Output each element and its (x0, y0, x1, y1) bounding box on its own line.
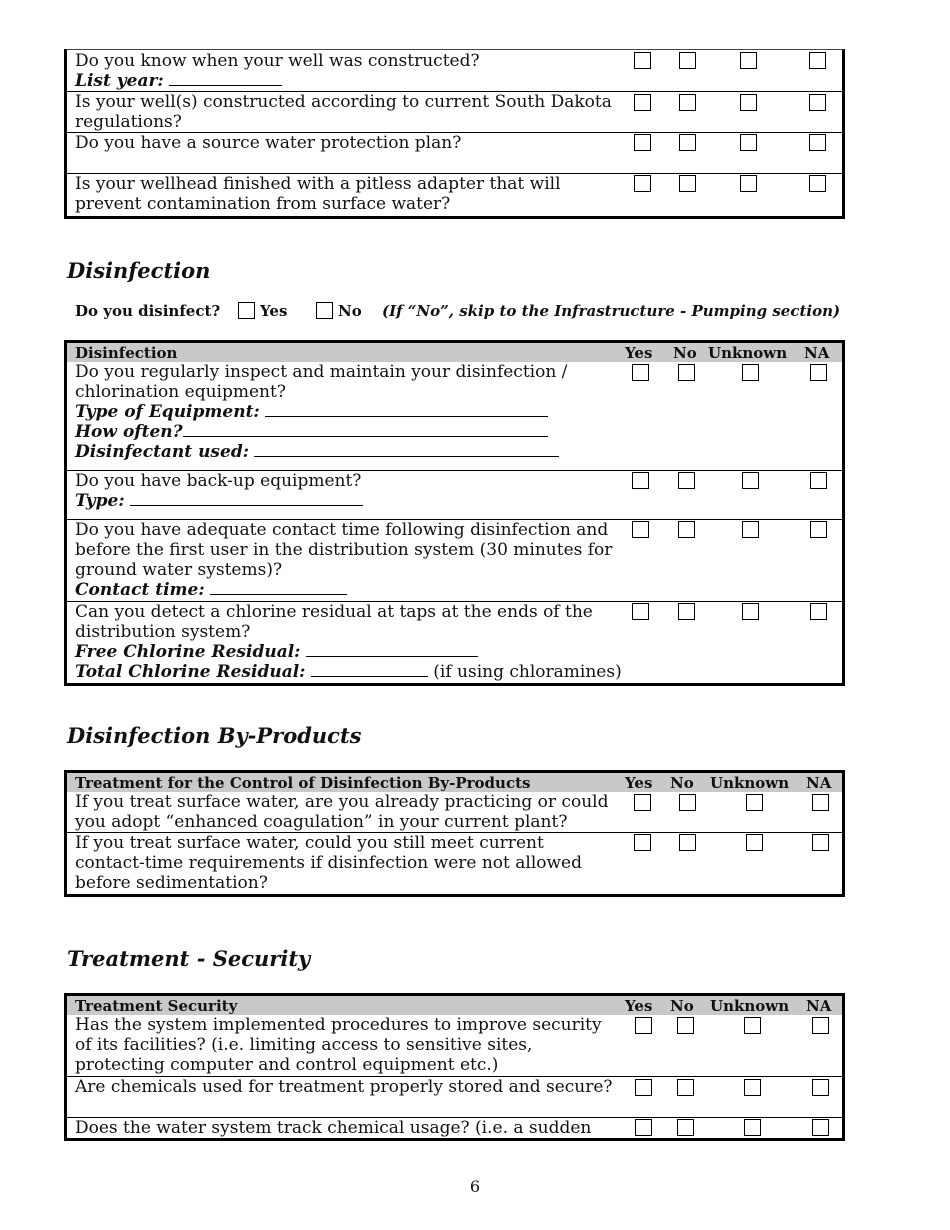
no-checkbox[interactable] (679, 794, 696, 811)
yes-checkbox[interactable] (632, 521, 649, 538)
chloramines-note: (if using chloramines) (433, 662, 622, 682)
no-checkbox[interactable] (678, 364, 695, 381)
disinfect-yes-checkbox[interactable] (238, 302, 255, 319)
header-na: NA (804, 344, 830, 362)
yes-checkbox[interactable] (632, 603, 649, 620)
table-row (67, 173, 842, 216)
total-chlorine-field[interactable] (311, 662, 428, 677)
question-text: Do you regularly inspect and maintain your disinfection / chlorination equipment? (75, 362, 568, 402)
unknown-checkbox[interactable] (746, 834, 763, 851)
na-checkbox[interactable] (812, 1017, 829, 1034)
no-checkbox[interactable] (679, 134, 696, 151)
table-row (67, 519, 842, 601)
header-na: NA (806, 774, 832, 792)
header-na: NA (806, 997, 832, 1015)
yes-checkbox[interactable] (635, 1079, 652, 1096)
table-row (67, 362, 842, 470)
table-row (67, 1015, 842, 1076)
table-row (67, 91, 842, 132)
well-table (64, 49, 845, 219)
question-text: Is your well(s) constructed according to current South Dakota regulations? (75, 92, 612, 132)
disinfect-no-checkbox[interactable] (316, 302, 333, 319)
free-chlorine-field[interactable] (306, 642, 478, 657)
table-row (67, 132, 842, 173)
header-yes: Yes (625, 997, 653, 1015)
table-row (67, 1117, 842, 1138)
na-checkbox[interactable] (810, 364, 827, 381)
yes-checkbox[interactable] (634, 834, 651, 851)
question-text: Is your wellhead finished with a pitless adapter that will prevent contamination from surface water? (75, 174, 561, 214)
na-checkbox[interactable] (812, 834, 829, 851)
unknown-checkbox[interactable] (746, 794, 763, 811)
header-unknown: Unknown (710, 997, 790, 1015)
unknown-checkbox[interactable] (740, 134, 757, 151)
table-row (67, 792, 842, 832)
header-yes: Yes (625, 344, 653, 362)
table-row (67, 1076, 842, 1117)
na-checkbox[interactable] (812, 794, 829, 811)
disinfect-yes-label: Yes (260, 302, 288, 320)
yes-checkbox[interactable] (635, 1017, 652, 1034)
question-text: Does the water system track chemical usage? (i.e. a sudden (75, 1118, 592, 1138)
table-row (67, 832, 842, 894)
no-checkbox[interactable] (679, 834, 696, 851)
header-no: No (673, 344, 697, 362)
field-label: Type of Equipment: (75, 402, 260, 422)
na-checkbox[interactable] (810, 472, 827, 489)
na-checkbox[interactable] (809, 94, 826, 111)
header-unknown: Unknown (710, 774, 790, 792)
header-label: Treatment for the Control of Disinfection By-Products (75, 774, 531, 792)
header-no: No (670, 997, 694, 1015)
unknown-checkbox[interactable] (740, 52, 757, 69)
question-text: If you treat surface water, are you already practicing or could you adopt “enhanced coagulation” in your current plant? (75, 792, 609, 832)
header-label: Disinfection (75, 344, 178, 362)
field-label: Type: (75, 491, 125, 511)
na-checkbox[interactable] (812, 1079, 829, 1096)
dbp-table (64, 770, 845, 897)
yes-checkbox[interactable] (634, 794, 651, 811)
question-text: Do you have a source water protection plan? (75, 133, 462, 153)
unknown-checkbox[interactable] (742, 521, 759, 538)
na-checkbox[interactable] (809, 52, 826, 69)
no-checkbox[interactable] (677, 1079, 694, 1096)
security-table (64, 993, 845, 1141)
no-checkbox[interactable] (679, 52, 696, 69)
question-text: Do you know when your well was constructed? (75, 51, 480, 71)
na-checkbox[interactable] (810, 521, 827, 538)
field-label: List year: (75, 71, 164, 91)
disinfection-table (64, 340, 845, 686)
question-text: Do you have back-up equipment? (75, 471, 362, 491)
no-checkbox[interactable] (678, 603, 695, 620)
unknown-checkbox[interactable] (740, 175, 757, 192)
unknown-checkbox[interactable] (744, 1017, 761, 1034)
na-checkbox[interactable] (812, 1119, 829, 1136)
table-row (67, 601, 842, 683)
equipment-type-field[interactable] (265, 402, 548, 417)
yes-checkbox[interactable] (632, 472, 649, 489)
disinfectant-field[interactable] (254, 442, 559, 457)
unknown-checkbox[interactable] (744, 1119, 761, 1136)
header-unknown: Unknown (708, 344, 788, 362)
na-checkbox[interactable] (809, 134, 826, 151)
table-header (67, 343, 842, 362)
question-text: Has the system implemented procedures to improve security of its facilities? (i.e. limiting access to sensitive sites, protecting computer and control equipment etc.) (75, 1015, 602, 1075)
field-label: Disinfectant used: (75, 442, 249, 462)
field-label: Free Chlorine Residual: (75, 642, 301, 662)
disinfect-question: Do you disinfect? (75, 302, 221, 320)
yes-checkbox[interactable] (632, 364, 649, 381)
dbp-title: Disinfection By-Products (67, 723, 362, 748)
table-header (67, 773, 842, 792)
yes-checkbox[interactable] (634, 52, 651, 69)
question-text: Do you have adequate contact time following disinfection and before the first user in the distribution system (30 minutes for ground water systems)? (75, 520, 613, 580)
page-number: 6 (469, 1177, 481, 1196)
na-checkbox[interactable] (809, 175, 826, 192)
field-label: Total Chlorine Residual: (75, 662, 306, 682)
no-checkbox[interactable] (677, 1017, 694, 1034)
yes-checkbox[interactable] (635, 1119, 652, 1136)
na-checkbox[interactable] (810, 603, 827, 620)
security-title: Treatment - Security (67, 946, 311, 971)
question-text: Can you detect a chlorine residual at taps at the ends of the distribution system? (75, 602, 593, 642)
yes-checkbox[interactable] (634, 175, 651, 192)
list-year-field[interactable] (169, 71, 282, 86)
no-checkbox[interactable] (679, 175, 696, 192)
no-checkbox[interactable] (678, 472, 695, 489)
no-checkbox[interactable] (677, 1119, 694, 1136)
disinfection-title: Disinfection (67, 258, 211, 283)
contact-time-field[interactable] (210, 580, 347, 595)
table-row (67, 50, 842, 91)
skip-note: (If “No”, skip to the Infrastructure - Pumping section) (382, 302, 841, 320)
table-header (67, 996, 842, 1015)
question-text: If you treat surface water, could you still meet current contact-time requirements if disinfection were not allowed before sedimentation? (75, 833, 583, 893)
unknown-checkbox[interactable] (742, 364, 759, 381)
header-no: No (670, 774, 694, 792)
header-label: Treatment Security (75, 997, 238, 1015)
unknown-checkbox[interactable] (740, 94, 757, 111)
how-often-field[interactable] (183, 422, 548, 437)
backup-type-field[interactable] (130, 491, 363, 506)
header-yes: Yes (625, 774, 653, 792)
table-row (67, 470, 842, 519)
no-checkbox[interactable] (678, 521, 695, 538)
unknown-checkbox[interactable] (742, 472, 759, 489)
unknown-checkbox[interactable] (742, 603, 759, 620)
field-label: How often? (75, 422, 183, 442)
disinfect-no-label: No (338, 302, 362, 320)
unknown-checkbox[interactable] (744, 1079, 761, 1096)
field-label: Contact time: (75, 580, 205, 600)
yes-checkbox[interactable] (634, 134, 651, 151)
no-checkbox[interactable] (679, 94, 696, 111)
question-text: Are chemicals used for treatment properly stored and secure? (75, 1077, 613, 1097)
yes-checkbox[interactable] (634, 94, 651, 111)
